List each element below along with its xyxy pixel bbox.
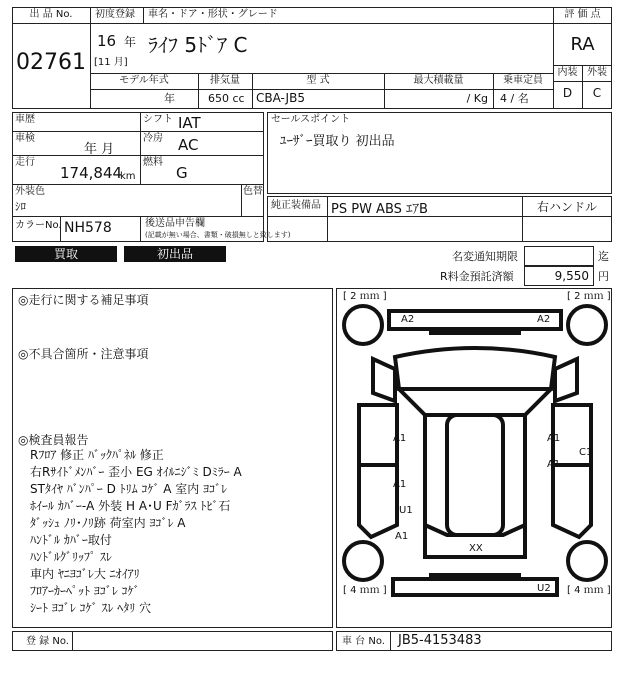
mark-left-rear-panel: A1 xyxy=(395,531,409,542)
model-year-label: モデル年式 xyxy=(119,75,169,86)
corner-label-bottom-right: [ 4 ｍｍ ] xyxy=(567,585,611,596)
exterior-label: 外装 xyxy=(587,67,607,78)
color-change-label: 色替 xyxy=(243,186,263,197)
report-line: ﾊﾝﾄﾞﾙｸﾞﾘｯﾌﾟ ｽﾚ xyxy=(30,550,112,564)
equipment: PS PW ABS ｴｱB xyxy=(331,202,428,217)
capacity-label: 乗車定員 xyxy=(503,75,543,86)
report-line: ﾀﾞｯｼｭ ﾉﾘ･ﾉﾘ跡 荷室内 ﾖｺﾞﾚ A xyxy=(30,516,186,530)
displacement: 650 cc xyxy=(208,92,245,105)
mark-left-rear-fender: U1 xyxy=(399,505,413,516)
interior-grade: D xyxy=(562,86,573,100)
displacement-label: 排気量 xyxy=(210,75,240,86)
driving-notes-label: ◎走行に関する補足事項 xyxy=(18,293,149,307)
mark-front-bumper-right: A2 xyxy=(537,314,551,325)
rating-value: RA xyxy=(570,34,595,55)
inspection-value: 年 月 xyxy=(84,142,115,157)
history-label: 車歴 xyxy=(15,114,35,125)
color-label: 外装色 xyxy=(15,186,45,197)
tag-first-listing: 初出品 xyxy=(124,246,226,262)
model-code: CBA-JB5 xyxy=(256,91,305,105)
color-no: NH578 xyxy=(64,220,112,236)
docs-note: (記載が無い場合、書類・破損無しと致します) xyxy=(145,231,291,239)
exterior-grade: C xyxy=(592,86,602,100)
inspector-label: ◎検査員報告 xyxy=(18,433,89,447)
corner-label-bottom-left: [ 4 ｍｍ ] xyxy=(343,585,387,596)
first-reg-month: [11 月] xyxy=(94,57,128,68)
fuel-value: G xyxy=(176,164,188,182)
chassis-no: JB5-4153483 xyxy=(398,633,482,648)
mark-right-rear-fender: C1 xyxy=(579,447,593,458)
mileage-label: 走行 xyxy=(15,157,35,168)
mileage-value: 174,844 xyxy=(60,164,123,182)
recycle-amount: 9,550 xyxy=(524,266,594,286)
ac-label: 冷房 xyxy=(143,133,163,144)
color-value: ｼﾛ xyxy=(15,200,26,213)
year-unit: 年 xyxy=(124,35,137,49)
capacity: 4 / 名 xyxy=(500,92,529,105)
report-line: 右Rｻｲﾄﾞﾒﾝﾊﾞｰ 歪小 EG ｵｲﾙﾆｼﾞﾐ Dﾐﾗｰ A xyxy=(30,465,242,479)
inspector-report xyxy=(30,447,242,617)
deadline-suffix: 迄 xyxy=(598,250,609,263)
chassis-no-label: 車 台 No. xyxy=(342,636,385,647)
steering: 右ハンドル xyxy=(536,200,597,214)
damage-diagram xyxy=(336,288,612,628)
docs-label: 後送品申告欄 xyxy=(145,218,205,229)
max-load-label: 最大積載量 xyxy=(413,75,464,86)
car-outline xyxy=(337,289,613,629)
shift-label: シフト xyxy=(143,114,173,125)
corner-label-top-right: [ 2 ｍｍ ] xyxy=(567,291,611,302)
deadline-label: 名変通知期限 xyxy=(452,250,518,263)
mark-rear-floor: XX xyxy=(469,543,483,554)
mark-right-front-door: A1 xyxy=(547,433,561,444)
inspection-label: 車検 xyxy=(15,133,35,144)
ac-value: AC xyxy=(178,136,199,154)
mark-left-rear-door: A1 xyxy=(393,479,407,490)
report-line: ﾌﾛｱｰｶｰﾍﾟｯﾄ ﾖｺﾞﾚ ｺｹﾞ xyxy=(30,584,140,598)
model-year-unit: 年 xyxy=(164,92,175,105)
reg-no-label: 登 録 No. xyxy=(26,636,69,647)
sales-point-label: セールスポイント xyxy=(271,114,351,125)
model-code-label: 型 式 xyxy=(306,75,330,86)
report-line: ﾎｲｰﾙ ｶﾊﾞｰ-A 外装 H A･U Fｶﾞﾗｽ ﾄﾋﾞ石 xyxy=(30,499,231,513)
report-line: STﾀｲﾔ ﾊﾞﾝﾊﾟｰ D ﾄﾘﾑ ｺｹﾞ A 室内 ﾖｺﾞﾚ xyxy=(30,482,228,496)
car-name: ﾗｲﾌ 5ﾄﾞｱ C xyxy=(148,33,248,57)
color-no-label: カラーNo. xyxy=(15,220,62,231)
lot-no: 02761 xyxy=(16,50,86,75)
mark-front-bumper-left: A2 xyxy=(401,314,415,325)
lot-no-label: 出 品 No. xyxy=(29,9,73,20)
report-line: ﾊﾝﾄﾞﾙ ｶﾊﾞｰ取付 xyxy=(30,533,112,547)
fuel-label: 燃料 xyxy=(143,157,163,168)
first-reg-year: 16 xyxy=(97,32,117,50)
shift-value: IAT xyxy=(178,114,201,132)
recycle-unit: 円 xyxy=(598,270,609,283)
interior-label: 内装 xyxy=(557,67,578,78)
mark-right-rear-door: A1 xyxy=(547,459,561,470)
first-reg-label: 初度登録 xyxy=(95,9,135,20)
recycle-label: R料金預託済額 xyxy=(440,270,514,283)
deadline-value xyxy=(524,246,594,266)
report-line: ｼｰﾄ ﾖｺﾞﾚ ｺｹﾞ ｽﾚ ﾍﾀﾘ 穴 xyxy=(30,601,152,615)
sales-point: ﾕｰｻﾞｰ買取り 初出品 xyxy=(280,134,395,149)
equipment-label: 純正装備品 xyxy=(271,200,321,211)
mileage-unit: km xyxy=(120,171,136,182)
mark-left-front-door: A1 xyxy=(393,433,407,444)
rating-label: 評 価 点 xyxy=(564,9,601,20)
report-line: 車内 ﾔﾆﾖｺﾞﾚ大 ﾆｵｲｱﾘ xyxy=(30,567,140,581)
mark-rear-bumper: U2 xyxy=(537,583,551,594)
defects-label: ◎不具合箇所・注意事項 xyxy=(18,347,149,361)
report-line: Rﾌﾛｱ 修正 ﾊﾞｯｸﾊﾟﾈﾙ 修正 xyxy=(30,448,164,462)
car-name-label: 車名・ドア・形状・グレード xyxy=(148,9,278,20)
corner-label-top-left: [ 2 ｍｍ ] xyxy=(343,291,387,302)
tag-buyback: 買取 xyxy=(15,246,117,262)
max-load: / Kg xyxy=(466,92,488,105)
